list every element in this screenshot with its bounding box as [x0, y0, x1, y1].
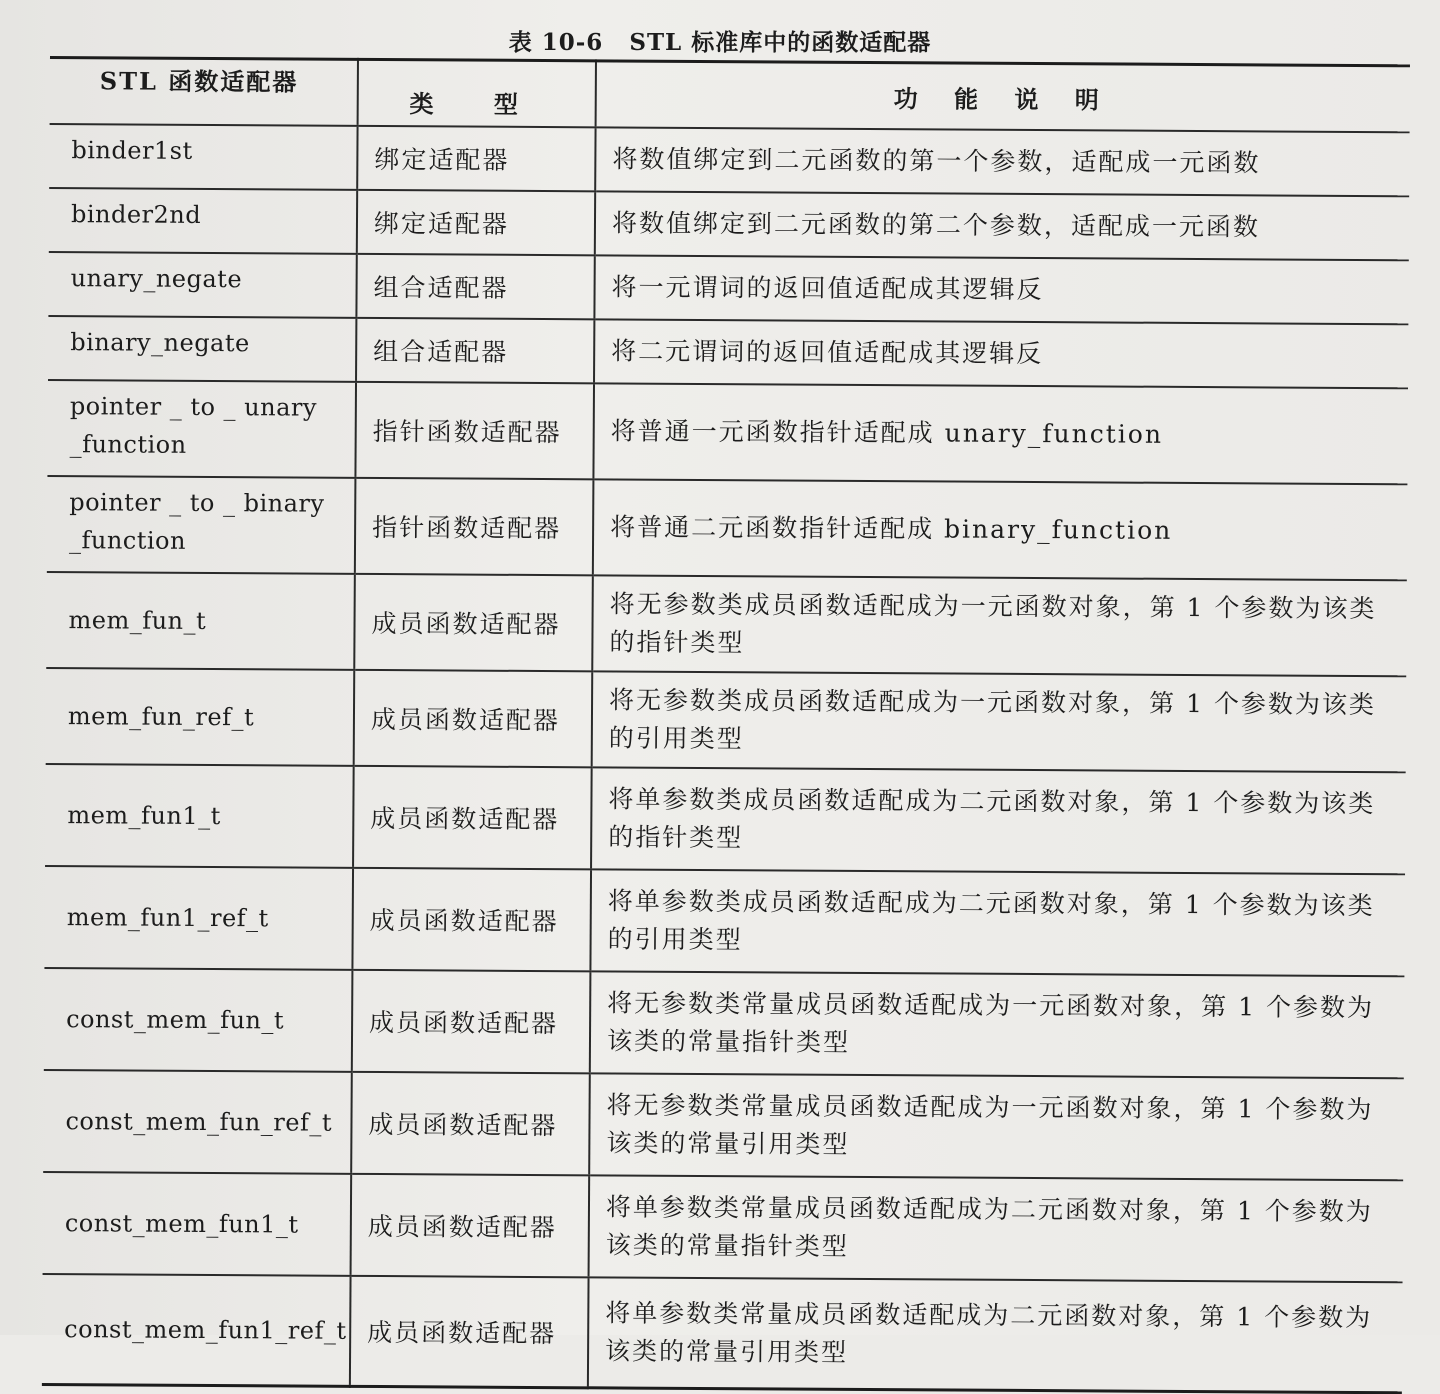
table-row	[46, 668, 1407, 772]
adapter-type: 成员函数适配器	[350, 1276, 589, 1388]
adapter-type: 成员函数适配器	[352, 970, 591, 1073]
adapter-name: mem_fun1_ref_t	[44, 866, 353, 970]
header-adapter: STL 函数适配器	[50, 57, 358, 125]
adapter-name: const_mem_fun_ref_t	[43, 1070, 352, 1174]
table-row	[47, 476, 1408, 580]
adapter-name: mem_fun1_t	[45, 764, 354, 868]
adapter-name: pointer _ to _ binary _function	[47, 476, 356, 574]
adapter-description: 将无参数类常量成员函数适配成为一元函数对象，第 1 个参数为该类的常量引用类型	[589, 1073, 1404, 1180]
adapter-type: 成员函数适配器	[354, 670, 593, 767]
adapter-name: mem_fun_ref_t	[46, 668, 355, 766]
table-row	[43, 1172, 1404, 1282]
adapter-type: 绑定适配器	[357, 190, 595, 255]
table-row	[44, 968, 1405, 1078]
adapter-name: pointer _ to _ unary _function	[47, 380, 356, 478]
adapter-type: 成员函数适配器	[354, 574, 593, 671]
adapter-type: 组合适配器	[356, 254, 594, 319]
adapter-description: 将单参数类成员函数适配成为二元函数对象，第 1 个参数为该类的指针类型	[591, 767, 1406, 874]
adapter-description: 将无参数类常量成员函数适配成为一元函数对象，第 1 个参数为该类的常量指针类型	[590, 971, 1405, 1078]
adapter-description: 将二元谓词的返回值适配成其逻辑反	[594, 319, 1408, 388]
adapter-name: const_mem_fun1_t	[43, 1172, 352, 1276]
header-description: 功 能 说 明	[596, 61, 1410, 132]
table-row	[48, 252, 1408, 324]
adapter-type: 组合适配器	[356, 318, 594, 383]
adapter-description: 将无参数类成员函数适配成为一元函数对象，第 1 个参数为该类的引用类型	[592, 671, 1407, 772]
table-row	[49, 124, 1409, 196]
table-row	[43, 1070, 1404, 1180]
table-title: STL 标准库中的函数适配器	[629, 29, 932, 56]
adapter-description: 将数值绑定到二元函数的第二个参数，适配成一元函数	[595, 191, 1409, 260]
header-type: 类 型	[358, 59, 596, 127]
adapter-type: 成员函数适配器	[351, 1072, 590, 1175]
adapter-type: 成员函数适配器	[351, 1174, 590, 1277]
adapter-name: binary_negate	[48, 316, 356, 382]
adapter-description: 将单参数类成员函数适配成为二元函数对象，第 1 个参数为该类的引用类型	[590, 869, 1405, 976]
table-number: 表 10-6	[508, 29, 604, 56]
adapter-name: binder1st	[49, 124, 357, 190]
adapter-description: 将普通二元函数指针适配成 binary_function	[593, 479, 1408, 580]
table-container	[42, 56, 1410, 1394]
adapter-description: 将一元谓词的返回值适配成其逻辑反	[594, 255, 1408, 324]
adapter-description: 将无参数类成员函数适配成为一元函数对象，第 1 个参数为该类的指针类型	[592, 575, 1407, 676]
table-row	[46, 572, 1407, 676]
adapter-type: 指针函数适配器	[355, 382, 594, 479]
adapter-name: const_mem_fun_t	[44, 968, 353, 1072]
table-row	[42, 1274, 1403, 1393]
adapter-description: 将普通一元函数指针适配成 unary_function	[593, 383, 1408, 484]
adapter-description: 将单参数类常量成员函数适配成为二元函数对象，第 1 个参数为该类的常量引用类型	[588, 1277, 1403, 1392]
adapter-type: 成员函数适配器	[352, 868, 591, 971]
table-row	[45, 764, 1406, 874]
adapter-name: binder2nd	[49, 188, 357, 254]
table-row	[49, 188, 1409, 260]
adapter-type: 成员函数适配器	[353, 766, 592, 869]
table-row	[44, 866, 1405, 976]
adapter-table	[42, 56, 1410, 1394]
adapter-description: 将单参数类常量成员函数适配成为二元函数对象，第 1 个参数为该类的常量指针类型	[589, 1175, 1404, 1282]
header-row	[50, 57, 1410, 132]
adapter-name: mem_fun_t	[46, 572, 355, 670]
adapter-type: 绑定适配器	[357, 126, 595, 191]
adapter-description: 将数值绑定到二元函数的第一个参数，适配成一元函数	[595, 127, 1409, 196]
adapter-name: const_mem_fun1_ref_t	[42, 1274, 351, 1386]
adapter-name: unary_negate	[48, 252, 356, 318]
table-row	[47, 380, 1408, 484]
table-caption	[0, 24, 1440, 57]
table-row	[48, 316, 1408, 388]
adapter-type: 指针函数适配器	[355, 478, 594, 575]
